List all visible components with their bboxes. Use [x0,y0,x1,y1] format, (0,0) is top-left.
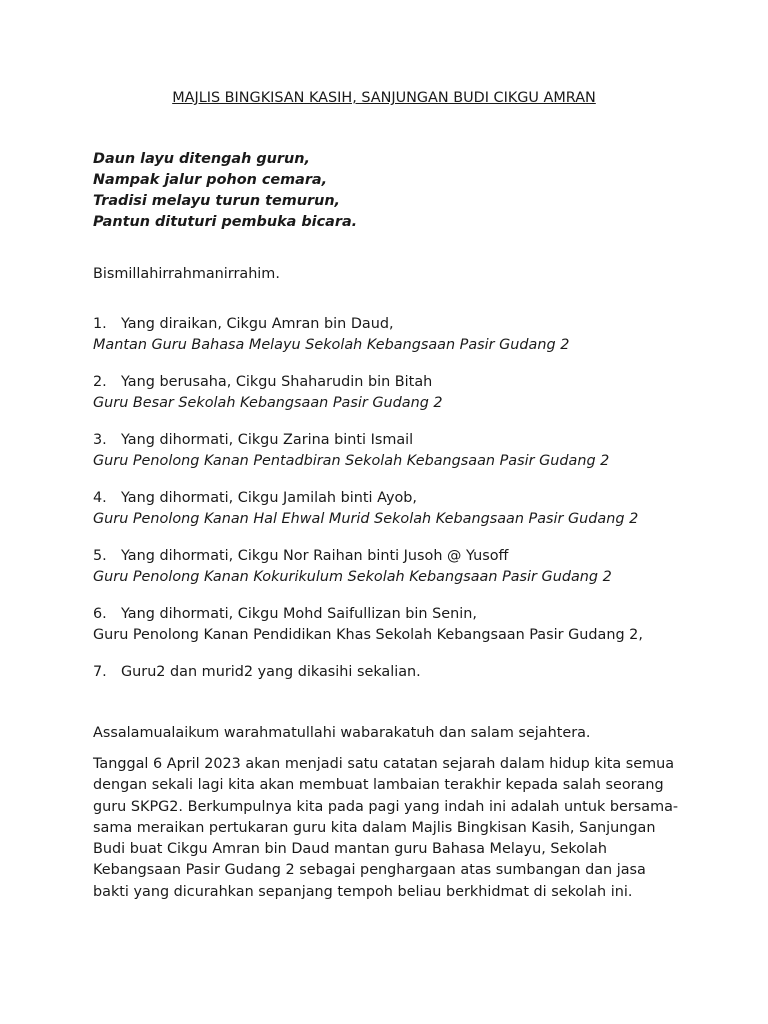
body-paragraph: Tanggal 6 April 2023 akan menjadi satu catatan sejarah dalam hidup kita semua dengan sekali lagi kita akan membuat lambaian terakhir kepada salah seorang guru SKPG2. Berkumpulnya kita pada pagi yang indah ini adalah untuk bersama-sama meraikan pertukaran guru kita dalam Majlis Bingkisan Kasih, Sanjungan Budi buat Cikgu Amran bin Daud mantan guru Bahasa Melayu, Sekolah Kebangsaan Pasir Gudang 2 sebagai penghargaan atas sumbangan dan jasa bakti yang dicurahkan sepanjang tempoh beliau berkhidmat di sekolah ini. [93,756,679,900]
item-number: 2. [93,374,107,390]
salutation: Assalamualaikum warahmatullahi wabarakatuh dan salam sejahtera. [93,725,591,741]
pantun-line: Nampak jalur pohon cemara, [93,172,328,188]
item-role: Guru Penolong Kanan Kokurikulum Sekolah Kebangsaan Pasir Gudang 2 [93,569,612,585]
list-item [93,430,713,472]
item-role: Guru Penolong Kanan Pendidikan Khas Sekolah Kebangsaan Pasir Gudang 2, [93,627,643,643]
item-role: Mantan Guru Bahasa Melayu Sekolah Kebangsaan Pasir Gudang 2 [93,337,570,353]
item-greeting: Yang diraikan, Cikgu Amran bin Daud, [121,316,394,332]
item-number: 4. [93,490,107,506]
item-role: Guru Besar Sekolah Kebangsaan Pasir Gudang 2 [93,395,443,411]
item-greeting: Yang dihormati, Cikgu Mohd Saifullizan bin Senin, [121,606,477,622]
pantun-line: Pantun dituturi pembuka bicara. [93,214,358,230]
item-number: 1. [93,316,107,332]
list-item [93,372,713,414]
page-title: MAJLIS BINGKISAN KASIH, SANJUNGAN BUDI CIKGU AMRAN [172,90,596,106]
item-greeting: Guru2 dan murid2 yang dikasihi sekalian. [121,664,421,680]
item-number: 7. [93,664,107,680]
item-number: 5. [93,548,107,564]
item-greeting: Yang berusaha, Cikgu Shaharudin bin Bitah [121,374,433,390]
item-greeting: Yang dihormati, Cikgu Zarina binti Ismail [121,432,414,448]
list-item [93,314,713,356]
item-number: 3. [93,432,107,448]
item-number: 6. [93,606,107,622]
item-greeting: Yang dihormati, Cikgu Jamilah binti Ayob, [121,490,417,506]
list-item [93,546,713,588]
list-item [93,604,713,646]
item-role: Guru Penolong Kanan Hal Ehwal Murid Sekolah Kebangsaan Pasir Gudang 2 [93,511,639,527]
item-role: Guru Penolong Kanan Pentadbiran Sekolah Kebangsaan Pasir Gudang 2 [93,453,610,469]
item-greeting: Yang dihormati, Cikgu Nor Raihan binti Jusoh @ Yusoff [121,548,509,564]
list-item [93,488,713,530]
pantun-line: Tradisi melayu turun temurun, [93,193,341,209]
list-item [93,662,713,683]
pantun-line: Daun layu ditengah gurun, [93,151,310,167]
opening-line: Bismillahirrahmanirrahim. [93,266,280,282]
pantun-verse [93,149,357,233]
